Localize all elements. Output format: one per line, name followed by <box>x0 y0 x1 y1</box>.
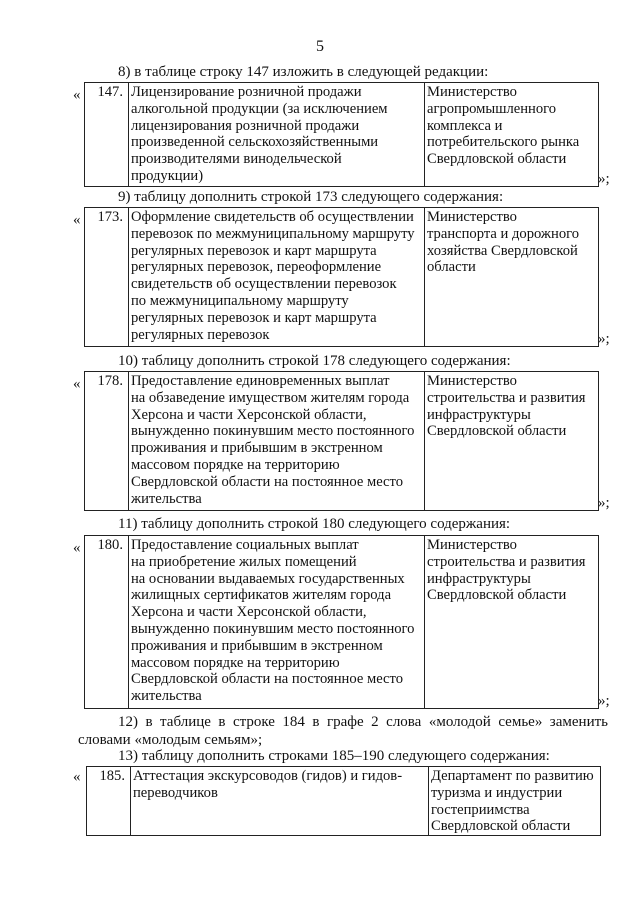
cell-text-line: алкогольной продукции (за исключением <box>131 100 388 117</box>
row-organization <box>425 536 599 709</box>
cell-text-line: Аттестация экскурсоводов (гидов) и гидов- <box>133 768 403 784</box>
cell-text-line: инфраструктуры <box>427 406 531 423</box>
item-11-text: 11) таблицу дополнить строкой 180 следующего содержания: <box>118 516 511 532</box>
cell-text-line: Министерство <box>427 84 517 100</box>
cell-text-line: Свердловской области на постоянное место <box>131 671 404 688</box>
cell-text-line: Министерство <box>427 209 517 225</box>
cell-text-line: на приобретение жилых помещений <box>131 553 357 570</box>
cell-text-line: хозяйства Свердловской <box>427 242 578 259</box>
item-12-text: 12) в таблице в строке 184 в графе 2 слова «молодой семье» заменить словами «молодым семьям»; <box>78 714 608 748</box>
cell-text-line: перевозок по межмуниципальному маршруту <box>131 225 415 242</box>
cell-text-line: проживания и прибывшим в экстренном <box>131 440 383 457</box>
cell-text-line: производителями винодельческой <box>131 151 342 168</box>
cell-text-line: Министерство <box>427 537 517 553</box>
cell-text-line: переводчиков <box>133 784 218 801</box>
cell-text-line: регулярных перевозок и карт маршрута <box>131 309 377 326</box>
cell-text-line: строительства и развития <box>427 389 586 406</box>
cell-text-line: Оформление свидетельств об осуществлении <box>131 209 414 225</box>
table-row-185 <box>86 766 601 836</box>
cell-text-line: области <box>427 259 476 276</box>
cell-text-line: произведенной сельскохозяйственными <box>131 134 379 151</box>
row-description <box>129 536 425 709</box>
cell-text-line: Предоставление социальных выплат <box>131 537 359 553</box>
page-number: 5 <box>316 38 324 55</box>
cell-text-line: на основании выдаваемых государственных <box>131 570 405 587</box>
row-description <box>129 208 425 347</box>
quote-close: »; <box>598 171 610 187</box>
cell-text-line: по межмуниципальному маршруту <box>131 292 349 309</box>
cell-text-line: жилищных сертификатов жителям города <box>131 587 392 604</box>
cell-text-line: гостеприимства <box>431 801 530 818</box>
cell-text-line: лицензирования розничной продажи <box>131 117 360 134</box>
row-organization <box>429 767 601 836</box>
cell-text-line: регулярных перевозок и карт маршрута <box>131 242 377 259</box>
cell-text-line: Министерство <box>427 373 517 389</box>
cell-text-line: Свердловской области <box>427 423 567 440</box>
cell-text-line: транспорта и дорожного <box>427 225 580 242</box>
cell-text-line: продукции) <box>131 167 204 184</box>
cell-text-line: жительства <box>131 688 202 705</box>
quote-close: »; <box>598 331 610 347</box>
cell-text-line: регулярных перевозок, переоформление <box>131 259 382 276</box>
cell-text-line: проживания и прибывшим в экстренном <box>131 637 383 654</box>
row-organization <box>425 372 599 511</box>
cell-text-line: свидетельств об осуществлении перевозок <box>131 276 397 293</box>
table-row-180 <box>84 535 599 709</box>
cell-text-line: строительства и развития <box>427 553 586 570</box>
row-description <box>129 372 425 511</box>
cell-text-line: комплекса и <box>427 117 503 134</box>
cell-text-line: туризма и индустрии <box>431 784 563 801</box>
row-number: 147. <box>85 83 129 187</box>
item-10-text: 10) таблицу дополнить строкой 178 следующего содержания: <box>118 353 511 369</box>
cell-text-line: массовом порядке на территорию <box>131 654 340 671</box>
quote-open: « <box>73 540 81 556</box>
table-row-147 <box>84 82 599 187</box>
table-row-173 <box>84 207 599 347</box>
row-number: 173. <box>85 208 129 347</box>
item-9-text: 9) таблицу дополнить строкой 173 следующего содержания: <box>118 189 504 205</box>
cell-text-line: инфраструктуры <box>427 570 531 587</box>
row-number: 185. <box>87 767 131 836</box>
row-number: 180. <box>85 536 129 709</box>
quote-close: »; <box>598 495 610 511</box>
cell-text-line: регулярных перевозок <box>131 326 270 343</box>
cell-text-line: массовом порядке на территорию <box>131 456 340 473</box>
row-description <box>131 767 429 836</box>
cell-text-line: Свердловской области <box>431 818 571 835</box>
cell-text-line: агропромышленного <box>427 100 557 117</box>
cell-text-line: Свердловской области на постоянное место <box>131 473 404 490</box>
cell-text-line: Херсона и части Херсонской области, <box>131 604 367 621</box>
cell-text-line: Свердловской области <box>427 151 567 168</box>
quote-open: « <box>73 87 81 103</box>
cell-text-line: Свердловской области <box>427 587 567 604</box>
item-8-text: 8) в таблице строку 147 изложить в следующей редакции: <box>118 64 489 80</box>
cell-text-line: на обзаведение имуществом жителям города <box>131 389 410 406</box>
row-organization <box>425 208 599 347</box>
cell-text-line: жительства <box>131 490 202 507</box>
quote-close: »; <box>598 693 610 709</box>
item-13-text: 13) таблицу дополнить строками 185–190 следующего содержания: <box>118 748 550 764</box>
row-organization <box>425 83 599 187</box>
quote-open: « <box>73 769 81 785</box>
cell-text-line: Лицензирование розничной продажи <box>131 84 362 100</box>
cell-text-line: вынужденно покинувшим место постоянного <box>131 423 415 440</box>
cell-text-line: вынужденно покинувшим место постоянного <box>131 620 415 637</box>
cell-text-line: Херсона и части Херсонской области, <box>131 406 367 423</box>
row-description <box>129 83 425 187</box>
cell-text-line: потребительского рынка <box>427 134 580 151</box>
quote-open: « <box>73 376 81 392</box>
quote-open: « <box>73 212 81 228</box>
table-row-178 <box>84 371 599 511</box>
row-number: 178. <box>85 372 129 511</box>
cell-text-line: Департамент по развитию <box>431 768 594 784</box>
cell-text-line: Предоставление единовременных выплат <box>131 373 390 389</box>
